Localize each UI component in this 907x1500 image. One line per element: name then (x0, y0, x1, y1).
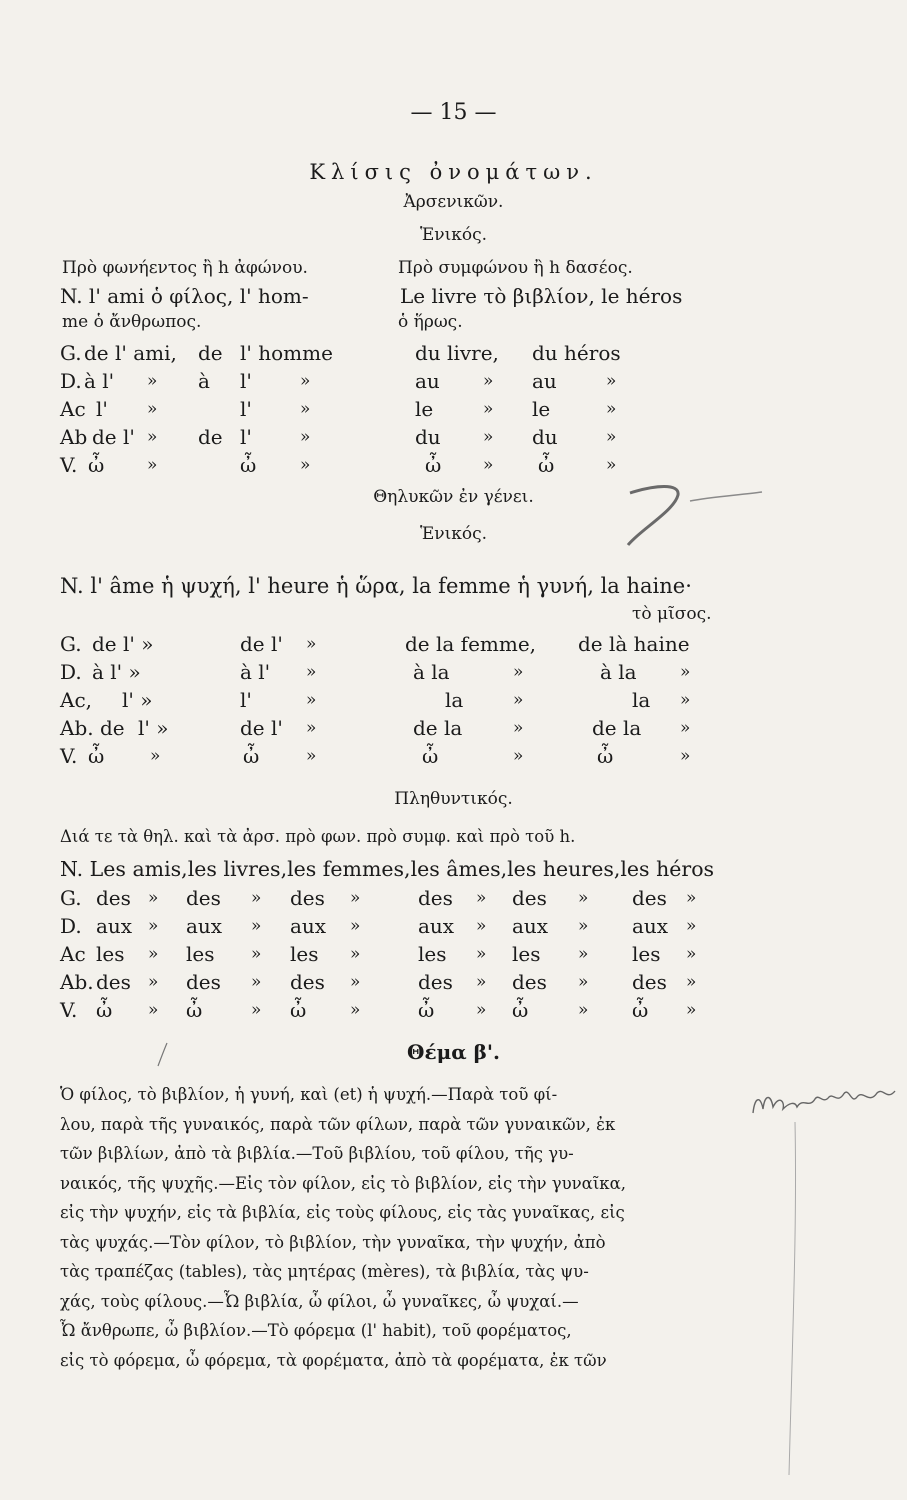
ditto-mark: » (476, 972, 487, 992)
ditto-mark: » (350, 944, 361, 964)
ditto-mark: » (300, 455, 311, 475)
fem-cell: ὦ (243, 744, 260, 768)
masc-row-label: G. (60, 341, 82, 365)
masc-cell: l' (240, 397, 252, 421)
ditto-mark: » (306, 634, 317, 654)
ditto-mark: » (686, 888, 697, 908)
ditto-mark: » (513, 718, 524, 738)
exercise-line: τῶν βιβλίων, ἀπὸ τὰ βιβλία.—Τοῦ βιβλίου, τοῦ φίλου, τῆς γυ- (60, 1144, 574, 1163)
ditto-mark: » (150, 746, 161, 766)
ditto-mark: » (578, 1000, 589, 1020)
ditto-mark: » (680, 662, 691, 682)
plural-cell: les (512, 942, 541, 966)
plural-cell: ὦ (290, 998, 307, 1022)
fem-cell: de l' (240, 716, 283, 740)
pencil-scribble-icon (600, 475, 770, 555)
fem-cell: de l' (240, 632, 283, 656)
handwritten-note-icon (745, 1075, 905, 1135)
masc-row-label: Ac (60, 397, 86, 421)
masc-cell: de (198, 425, 223, 449)
plural-cell: ὦ (418, 998, 435, 1022)
ditto-mark: » (306, 690, 317, 710)
ditto-mark: » (251, 916, 262, 936)
fem-row-label: Ab. de (60, 716, 125, 740)
ditto-mark: » (147, 427, 158, 447)
masc-cell: du (532, 425, 558, 449)
ditto-mark: » (147, 455, 158, 475)
masc-cell: à l' (84, 369, 115, 393)
fem-cell: ὦ (597, 744, 614, 768)
plural-cell: des (632, 970, 667, 994)
ditto-mark: » (513, 746, 524, 766)
masc-cell: le (532, 397, 551, 421)
masc-cell: l' (96, 397, 108, 421)
fem-cell: ὦ (88, 744, 105, 768)
fem-row-label: V. (60, 744, 78, 768)
plural-cell: aux (512, 914, 549, 938)
masc-nominative-right-cont: ὁ ἥρως. (398, 312, 463, 332)
ditto-mark: » (606, 427, 617, 447)
ditto-mark: » (483, 399, 494, 419)
fem-cell: à la (413, 660, 450, 684)
pencil-line-icon (775, 1120, 805, 1480)
masc-cell: l' (240, 369, 252, 393)
singular-heading: Ἑνικός. (419, 225, 488, 245)
masc-cell: à (198, 369, 210, 393)
plural-cell: des (186, 970, 221, 994)
masc-row-label: Ab (60, 425, 88, 449)
ditto-mark: » (578, 944, 589, 964)
ditto-mark: » (686, 916, 697, 936)
exercise-line: Ὁ φίλος, τὸ βιβλίον, ἡ γυνή, καὶ (et) ἡ ψυχή.—Παρὰ τοῦ φί- (60, 1085, 558, 1104)
ditto-mark: » (476, 888, 487, 908)
plural-cell: les (96, 942, 125, 966)
plural-cell: des (96, 970, 131, 994)
masc-cell: le (415, 397, 434, 421)
plural-intro: Διά τε τὰ θηλ. καὶ τὰ ἀρσ. πρὸ φων. πρὸ συμφ. καὶ πρὸ τοῦ h. (60, 827, 576, 846)
plural-row-label: V. (60, 998, 78, 1022)
ditto-mark: » (251, 1000, 262, 1020)
ditto-mark: » (513, 662, 524, 682)
ditto-mark: » (350, 888, 361, 908)
ditto-mark: » (606, 455, 617, 475)
exercise-line: εἰς τὸ φόρεμα, ὦ φόρεμα, τὰ φορέματα, ἀπὸ τὰ φορέματα, ἐκ τῶν (60, 1350, 607, 1370)
plural-cell: des (512, 886, 547, 910)
plural-cell: des (512, 970, 547, 994)
plural-cell: les (632, 942, 661, 966)
masc-cell: ὦ (425, 453, 442, 477)
plural-cell: aux (632, 914, 669, 938)
ditto-mark: » (300, 399, 311, 419)
exercise-line: τὰς τραπέζας (tables), τὰς μητέρας (mères), τὰ βιβλία, τὰς ψυ- (60, 1262, 589, 1281)
fem-cell: à l' (240, 660, 271, 684)
ditto-mark: » (300, 427, 311, 447)
ditto-mark: » (686, 944, 697, 964)
ditto-mark: » (483, 371, 494, 391)
ditto-mark: » (350, 972, 361, 992)
fem-cell: de la (592, 716, 642, 740)
ditto-mark: » (350, 1000, 361, 1020)
page-number: — 15 — (410, 100, 497, 125)
ditto-mark: » (148, 916, 159, 936)
plural-cell: des (290, 886, 325, 910)
fem-row-label: D. (60, 660, 82, 684)
ditto-mark: » (686, 972, 697, 992)
ditto-mark: » (578, 888, 589, 908)
ditto-mark: » (147, 371, 158, 391)
plural-cell: les (186, 942, 215, 966)
masc-cell: au (532, 369, 557, 393)
exercise-line: χάς, τοὺς φίλους.—Ὦ βιβλία, ὦ φίλοι, ὦ γυναῖκες, ὦ ψυχαί.— (60, 1291, 579, 1311)
theme-title: Θέμα β'. (407, 1040, 500, 1064)
ditto-mark: » (306, 662, 317, 682)
vowel-column-heading: Πρὸ φωνήεντος ἢ h ἀφώνου. (62, 258, 308, 278)
fem-cell: de là haine (578, 632, 690, 656)
fem-row-label: Ac, (60, 688, 93, 712)
fem-cell: de l' » (92, 632, 154, 656)
fem-cell: ὦ (422, 744, 439, 768)
fem-cell: l' » (138, 716, 169, 740)
ditto-mark: » (148, 972, 159, 992)
ditto-mark: » (686, 1000, 697, 1020)
plural-cell: aux (290, 914, 327, 938)
ditto-mark: » (476, 916, 487, 936)
plural-nominative-line: N. Les amis,les livres,les femmes,les âmes,les heures,les héros (60, 857, 715, 881)
plural-cell: des (290, 970, 325, 994)
fem-nominative-cont: τὸ μῖσος. (632, 604, 712, 624)
plural-cell: les (290, 942, 319, 966)
masc-nominative-left-cont: me ὁ ἄνθρωπος. (62, 312, 202, 332)
fem-cell: à l' » (92, 660, 141, 684)
masc-cell: de (198, 341, 223, 365)
ditto-mark: » (680, 746, 691, 766)
ditto-mark: » (306, 718, 317, 738)
ditto-mark: » (148, 888, 159, 908)
ditto-mark: » (483, 455, 494, 475)
fem-cell: l' » (122, 688, 153, 712)
plural-row-label: Ab. (60, 970, 94, 994)
ditto-mark: » (147, 399, 158, 419)
masc-cell: du (415, 425, 441, 449)
plural-cell: des (418, 886, 453, 910)
plural-heading: Πληθυντικός. (394, 789, 513, 809)
ditto-mark: » (148, 944, 159, 964)
plural-cell: des (186, 886, 221, 910)
plural-row-label: Ac (60, 942, 86, 966)
exercise-line: τὰς ψυχάς.—Τὸν φίλον, τὸ βιβλίον, τὴν γυναῖκα, τὴν ψυχήν, ἀπὸ (60, 1232, 606, 1252)
ditto-mark: » (350, 916, 361, 936)
fem-cell: de la femme, (405, 632, 537, 656)
masc-cell: ὦ (240, 453, 257, 477)
plural-cell: des (96, 886, 131, 910)
ditto-mark: » (483, 427, 494, 447)
masc-cell: ὦ (88, 453, 105, 477)
ditto-mark: » (680, 718, 691, 738)
ditto-mark: » (300, 371, 311, 391)
masculine-heading: Ἀρσενικῶν. (403, 192, 504, 212)
plural-cell: des (418, 970, 453, 994)
masc-cell: ὦ (538, 453, 555, 477)
masc-cell: de l' (92, 425, 135, 449)
fem-cell: de la (413, 716, 463, 740)
masc-cell: de l' ami, (84, 341, 177, 365)
ditto-mark: » (476, 1000, 487, 1020)
ditto-mark: » (606, 371, 617, 391)
fem-row-label: G. (60, 632, 82, 656)
masc-cell: du héros (532, 341, 621, 365)
masc-nominative-right: Le livre τὸ βιβλίον, le héros (400, 284, 683, 308)
plural-cell: ὦ (186, 998, 203, 1022)
masc-nominative-left: N. l' ami ὁ φίλος, l' hom- (60, 284, 309, 308)
masc-cell: l' homme (240, 341, 333, 365)
feminine-heading: Θηλυκῶν ἐν γένει. (373, 487, 534, 507)
masc-row-label: V. (60, 453, 78, 477)
fem-cell: la (445, 688, 464, 712)
fem-cell: l' (240, 688, 252, 712)
ditto-mark: » (513, 690, 524, 710)
exercise-line: λου, παρὰ τῆς γυναικός, παρὰ τῶν φίλων, παρὰ τῶν γυναικῶν, ἐκ (60, 1114, 616, 1134)
masc-cell: du livre, (415, 341, 499, 365)
ditto-mark: » (476, 944, 487, 964)
ditto-mark: » (251, 972, 262, 992)
plural-cell: aux (96, 914, 133, 938)
fem-cell: la (632, 688, 651, 712)
plural-cell: des (632, 886, 667, 910)
fem-nominative-line: N. l' âme ἡ ψυχή, l' heure ἡ ὥρα, la femme ἡ γυνή, la haine· (60, 574, 692, 598)
fem-cell: à la (600, 660, 637, 684)
ditto-mark: » (306, 746, 317, 766)
ditto-mark: » (251, 888, 262, 908)
plural-cell: ὦ (96, 998, 113, 1022)
pencil-tick-icon (155, 1040, 175, 1070)
ditto-mark: » (578, 972, 589, 992)
ditto-mark: » (680, 690, 691, 710)
singular-heading-2: Ἑνικός. (419, 524, 488, 544)
exercise-text (60, 1080, 750, 1375)
masc-cell: l' (240, 425, 252, 449)
consonant-column-heading: Πρὸ συμφώνου ἢ h δασέος. (398, 258, 633, 278)
plural-cell: aux (418, 914, 455, 938)
ditto-mark: » (606, 399, 617, 419)
masc-cell: au (415, 369, 440, 393)
section-title: Κλίσις ὀνομάτων. (309, 160, 598, 184)
exercise-line: ναικός, τῆς ψυχῆς.—Εἰς τὸν φίλον, εἰς τὸ βιβλίον, εἰς τὴν γυναῖκα, (60, 1173, 626, 1193)
masc-row-label: D. (60, 369, 82, 393)
plural-cell: ὦ (512, 998, 529, 1022)
ditto-mark: » (148, 1000, 159, 1020)
plural-row-label: D. (60, 914, 82, 938)
exercise-line: εἰς τὴν ψυχήν, εἰς τὰ βιβλία, εἰς τοὺς φίλους, εἰς τὰς γυναῖκας, εἰς (60, 1203, 625, 1222)
plural-cell: ὦ (632, 998, 649, 1022)
exercise-line: Ὦ ἄνθρωπε, ὦ βιβλίον.—Τὸ φόρεμα (l' habit), τοῦ φορέματος, (60, 1321, 572, 1340)
ditto-mark: » (578, 916, 589, 936)
plural-cell: aux (186, 914, 223, 938)
plural-row-label: G. (60, 886, 82, 910)
ditto-mark: » (251, 944, 262, 964)
plural-cell: les (418, 942, 447, 966)
